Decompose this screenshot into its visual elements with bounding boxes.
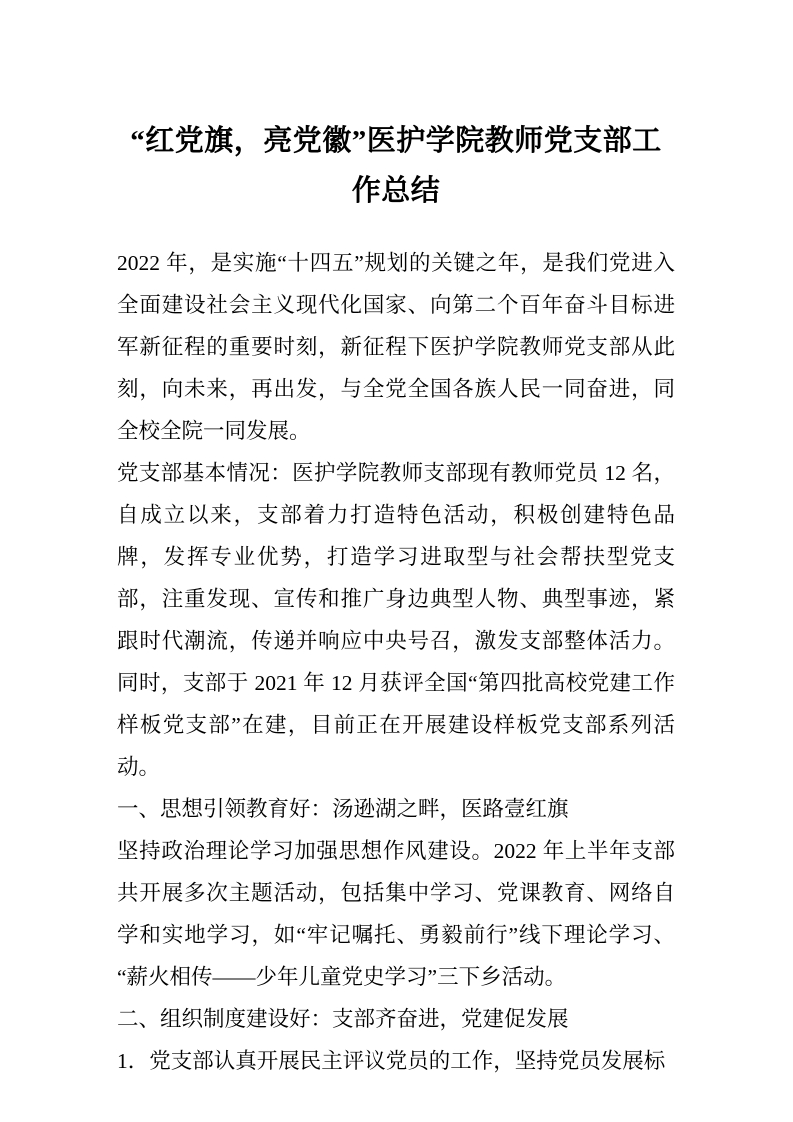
section-heading: 一、思想引领教育好：汤逊湖之畔，医路壹红旗 [117, 797, 569, 821]
document-title: “红党旗，亮党徽”医护学院教师党支部工作总结 [130, 125, 662, 207]
body-paragraph: 党支部基本情况：医护学院教师支部现有教师党员 12 名，自成立以来，支部着力打造特色活动，积极创建特色品牌，发挥专业优势，打造学习进取型与社会帮扶型党支部，注重发现、宣传和推广身边典型人物、典型事迹，紧跟时代潮流，传递并响应中央号召，激发支部整体活力。同时，支部于 2021 年 12 月获评全国“第四批高校党建工作样板党支部”在建，目前正在开展建设样板党支部系列活动。 [117, 461, 675, 779]
document-body [117, 242, 675, 1082]
body-paragraph: 1．党支部认真开展民主评议党员的工作，坚持党员发展标 [117, 1049, 666, 1073]
document-content [117, 116, 675, 1082]
body-paragraph: 2022 年，是实施“十四五”规划的关键之年，是我们党进入全面建设社会主义现代化国家、向第二个百年奋斗目标进军新征程的重要时刻，新征程下医护学院教师党支部从此刻，向未来，再出发，与全党全国各族人民一同奋进，同全校全院一同发展。 [117, 251, 675, 443]
section-heading: 二、组织制度建设好：支部齐奋进，党建促发展 [117, 1007, 569, 1031]
body-paragraph: 坚持政治理论学习加强思想作风建设。2022 年上半年支部共开展多次主题活动，包括集中学习、党课教育、网络自学和实地学习，如“牢记嘱托、勇毅前行”线下理论学习、“薪火相传——少年儿童党史学习”三下乡活动。 [117, 839, 675, 989]
